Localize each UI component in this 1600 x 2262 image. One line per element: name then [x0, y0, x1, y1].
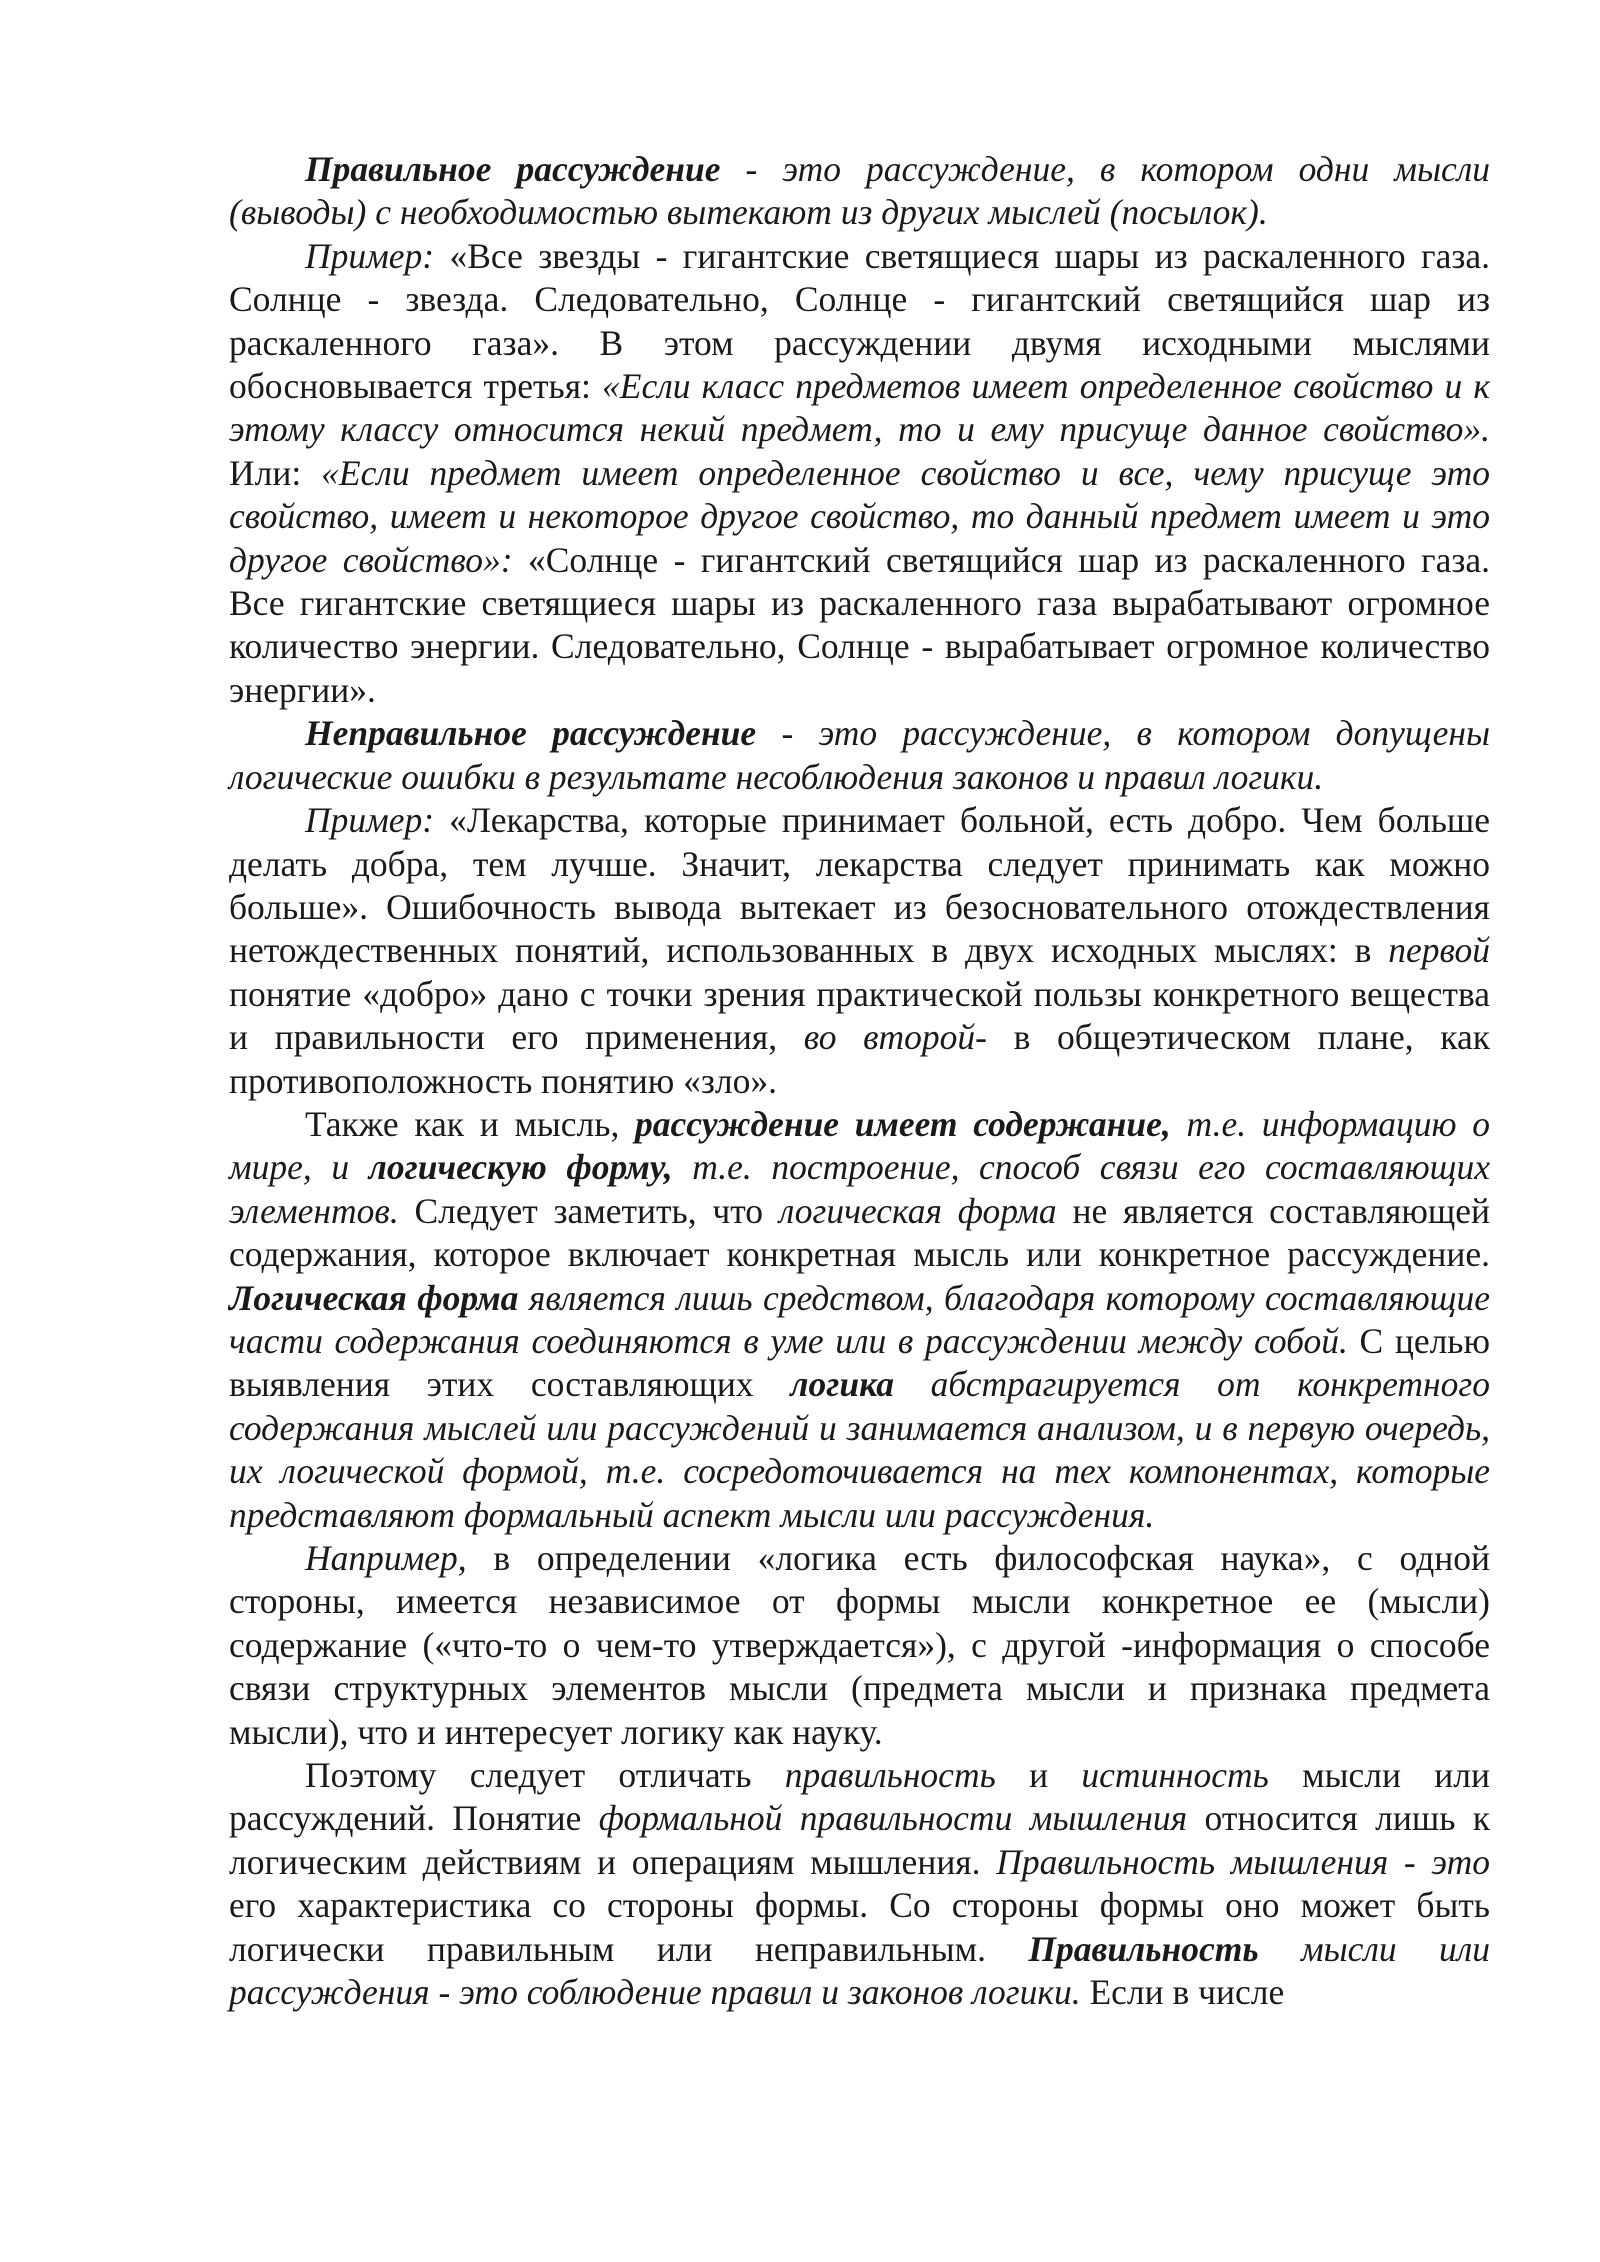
term-correct-reasoning: Правильное рассуждение: [305, 149, 721, 189]
term-content: рассуждение имеет содержание,: [635, 1103, 1171, 1144]
body-text: понятие «добро» дано с точки зрения практической пользы конкретного вещества и правильности его применения,: [229, 973, 1490, 1058]
example-label: Пример:: [305, 235, 435, 276]
term-correctness: Правильность: [1028, 1928, 1259, 1969]
body-text: Если в числе: [1080, 1972, 1285, 2013]
paragraph-correctness-truth: [229, 1754, 1490, 2014]
emphasis-text: т.е. информацию о мире, и: [229, 1103, 1491, 1188]
paragraph-example-definition: [229, 1537, 1490, 1754]
term-logic: логика: [790, 1364, 894, 1405]
emphasis-text: является лишь средством, благодаря которому составляющие части содержания соединяются в уме или в рассуждении между собой.: [229, 1277, 1490, 1361]
document-body: [229, 148, 1490, 2014]
body-text: «Лекарства, которые принимает больной, есть добро. Чем больше делать добра, тем лучше. Значит, лекарства следует принимать как можно больше». Ошибочность вывода вытекает из безосновательного отождествления нетождественных понятий, использованных в двух исходных мыслях: в: [229, 800, 1490, 971]
paragraph-correct-reasoning: [229, 148, 1490, 235]
body-text: Или:: [229, 452, 322, 493]
body-text: мысли или рассуждений. Понятие: [229, 1755, 1491, 1839]
body-text: С целью выявления этих составляющих: [229, 1320, 1491, 1405]
emphasis-text: мысли или рассуждения - это соблюдение правил и законов логики.: [229, 1928, 1490, 2013]
emphasis-text: во второй: [803, 1017, 976, 1058]
emphasis-text: первой: [1388, 930, 1490, 971]
example-label: Например,: [305, 1538, 467, 1578]
body-text: его характеристика со стороны формы. Со стороны формы оно может быть логически правильным или неправильным.: [229, 1885, 1490, 1969]
body-text: Поэтому следует отличать: [305, 1755, 785, 1796]
body-text: и: [995, 1755, 1082, 1796]
body-text: «Солнце - гигантский светящийся шар из раскаленного газа. Все гигантские светящиеся шары из раскаленного газа вырабатывают огромное количество энергии. Следовательно, Солнце - вырабатывает огромное количество энергии».: [229, 539, 1490, 710]
body-text: Следует заметить, что: [398, 1190, 779, 1231]
term-logical-form: Логическая форма: [229, 1277, 519, 1318]
paragraph-incorrect-reasoning: [229, 712, 1490, 799]
paragraph-example-stars: [229, 235, 1490, 712]
emphasis-text: Правильность мышления - это: [996, 1841, 1491, 1882]
emphasis-text: т.е. построение, способ связи его составляющих элементов.: [229, 1147, 1490, 1231]
body-text: в определении «логика есть философская наука», с одной стороны, имеется независимое от формы мысли конкретное ее (мысли) содержание («что-то о чем-то утверждается»), с другой -информация о способе связи структурных элементов мысли (предмета мысли и признака предмета мысли), что и интересует логику как науку.: [229, 1538, 1490, 1752]
body-text: не является составляющей содержания, которое включает конкретная мысль или конкретное рассуждение.: [229, 1190, 1490, 1275]
body-text: относится лишь к логическим действиям и операциям мышления.: [229, 1798, 1491, 1882]
emphasis-text: истинность: [1081, 1755, 1269, 1796]
quoted-rule: «Если предмет имеет определенное свойство и все, чему присуще это свойство, имеет и некоторое другое свойство, то данный предмет имеет и это другое свойство»:: [229, 452, 1490, 580]
paragraph-example-medicine: [229, 799, 1490, 1103]
emphasis-text: формальной правильности мышления: [598, 1798, 1188, 1839]
body-text: «Все звезды - гигантские светящиеся шары из раскаленного газа. Солнце - звезда. Следовательно, Солнце - гигантский светящийся шар из раскаленного газа». В этом рассуждении двумя исходными мыслями обосновывается третья:: [229, 235, 1490, 407]
body-text: - в общеэтическом плане, как противоположность понятию «зло».: [229, 1017, 1490, 1101]
emphasis-text: правильность: [784, 1755, 996, 1796]
example-label: Пример:: [305, 800, 435, 841]
definition-text: - это рассуждение, в котором одни мысли (выводы) с необходимостью вытекают из других мыслей (посылок).: [229, 149, 1490, 233]
body-text: Также как и мысль,: [305, 1103, 636, 1144]
emphasis-text: абстрагируется от конкретного содержания мыслей или рассуждений и занимается анализом, и в первую очередь, их логической формой, т.е. сосредоточивается на тех компонентах, которые представляют формальный аспект мысли или рассуждения.: [229, 1364, 1490, 1535]
quoted-rule: «Если класс предметов имеет определенное свойство и к этому классу относится некий предмет, то и ему присуще данное свойство».: [229, 366, 1490, 450]
term-logical-form: логическую форму,: [368, 1147, 673, 1188]
term-incorrect-reasoning: Неправильное рассуждение: [305, 713, 757, 754]
emphasis-text: логическая форма: [778, 1190, 1057, 1231]
paragraph-content-and-form: [229, 1103, 1490, 1537]
definition-text: - это рассуждение, в котором допущены логические ошибки в результате несоблюдения законов и правил логики.: [229, 713, 1490, 797]
